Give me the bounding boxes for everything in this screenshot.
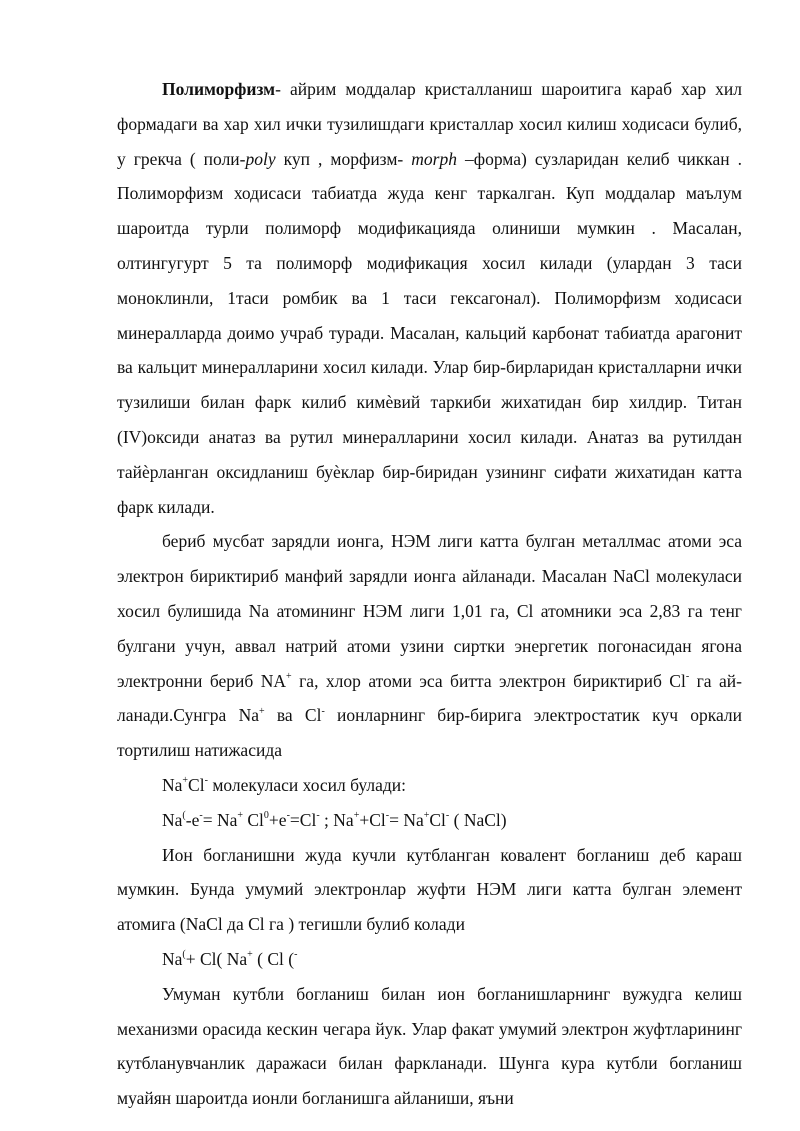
superscript: - xyxy=(316,809,320,821)
superscript: - xyxy=(199,809,203,821)
text-run: - айрим моддалар кристалланиш шароитига караб хар хил формадаги ва хар хил ички тузилишдаги кристаллар хосил килиш ходисаси булиб, у грекча ( поли- xyxy=(117,79,742,169)
italic-morph: morph xyxy=(411,148,457,169)
superscript: ( xyxy=(182,949,186,961)
term-polymorphism: Полиморфизм xyxy=(162,79,276,99)
formula-line-ion-equation xyxy=(117,803,742,838)
text-run: ; Na xyxy=(319,809,354,830)
text-run: +e xyxy=(268,809,287,830)
text-run: Na xyxy=(162,774,183,795)
text-run: Na xyxy=(162,809,183,830)
superscript: ( xyxy=(182,809,186,821)
superscript: + xyxy=(423,809,430,821)
text-run: га, хлор атоми эса битта электрон бириктириб Cl xyxy=(291,670,686,691)
text-run: куп , морфизм- xyxy=(275,148,412,169)
superscript: + xyxy=(258,705,265,717)
superscript: - xyxy=(445,809,450,821)
text-run: га ай-ланади.Сунгра Na xyxy=(117,670,742,726)
superscript: - xyxy=(294,949,298,961)
text-run: ионларнинг бир-бирига электростатик куч оркали тортилиш натижасида xyxy=(117,705,742,761)
text-run: = Na xyxy=(389,809,424,830)
paragraph-ionic-bond xyxy=(117,524,742,768)
paragraph-polymorphism xyxy=(117,72,742,524)
superscript: - xyxy=(385,809,390,821)
text-run: –форма) сузларидан келиб чиккан . Полиморфизм ходисаси табиатда жуда кенг таркалган. Куп моддалар маълум шароитда турли полиморф модификацияда олиниши мумкин . Масалан, олтингугурт 5 та полиморф модификация хосил килади (улардан 3 таси моноклинли, 1таси ромбик ва 1 таси гексагонал). Полиморфизм ходисаси минералларда доимо учраб туради. Масалан, кальций карбонат табиатда арагонит ва кальцит минералларини хосил килади. Улар бир-бирларидан кристалларни ички тузилиши билан фарк килиб кимѐвий таркиби жихатидан бир хилдир. Титан (IV)оксиди анатаз ва рутил минералларини хосил килади. Анатаз ва рутилдан тайѐрланган оксидланиш буѐклар бир-биридан узининг сифати жихатидан катта фарк килади. xyxy=(117,148,742,517)
text-run: -e xyxy=(185,809,200,830)
superscript: + xyxy=(247,949,253,961)
superscript: + xyxy=(353,809,360,821)
paragraph-polar-covalent: Ион богланишни жуда кучли кутбланган ковалент богланиш деб караш мумкин. Бунда умумий электронлар жуфти НЭМ лиги катта булган элемент атомига (NaCl да Cl га ) тегишли булиб колади xyxy=(117,844,742,935)
formula-line-electron-transfer xyxy=(117,942,742,977)
text-run: Cl xyxy=(188,774,205,795)
text-run: ( NaCl) xyxy=(449,809,507,830)
text-run: +Cl xyxy=(359,809,386,830)
text-run: + Cl( Na xyxy=(185,948,248,969)
text-run: Na xyxy=(162,948,183,969)
text-run: ( Cl ( xyxy=(252,948,295,969)
text-run: ва Cl xyxy=(264,705,322,726)
italic-poly: poly xyxy=(245,148,276,169)
text-run: Cl xyxy=(429,809,446,830)
superscript: - xyxy=(204,775,208,787)
superscript: - xyxy=(685,670,690,682)
paragraph-bond-boundary: Умуман кутбли богланиш билан ион богланишларнинг вужудга келиш механизми орасида кескин чегара йук. Улар факат умумий электрон жуфтларининг кутбланувчанлик даражаси билан фаркланади. Шунга кура кутбли богланиш муайян шароитда ионли богланишга айланиши, яъни xyxy=(117,983,742,1109)
text-run: Cl xyxy=(243,809,264,830)
document-page xyxy=(117,72,742,1116)
text-run: =Cl xyxy=(289,809,317,830)
text-run: молекуласи хосил булади: xyxy=(207,774,407,795)
text-run: = Na xyxy=(202,809,238,830)
superscript: - xyxy=(286,809,290,821)
superscript: + xyxy=(237,809,243,821)
superscript: + xyxy=(182,775,189,787)
superscript: 0 xyxy=(263,809,269,821)
formula-line-nacl-molecule xyxy=(117,768,742,803)
text-run: бериб мусбат зарядли ионга, НЭМ лиги катта булган металлмас атоми эса электрон бириктириб манфий зарядли ионга айланади. Масалан NaCl молекуласи хосил булишида Na атомининг НЭМ лиги 1,01 га, Cl атомники эса 2,83 га тенг булгани учун, аввал натрий атоми узини сиртки энергетик погонасидан ягона электронни бериб NA xyxy=(117,531,742,691)
superscript: - xyxy=(321,705,325,717)
superscript: + xyxy=(286,670,292,682)
